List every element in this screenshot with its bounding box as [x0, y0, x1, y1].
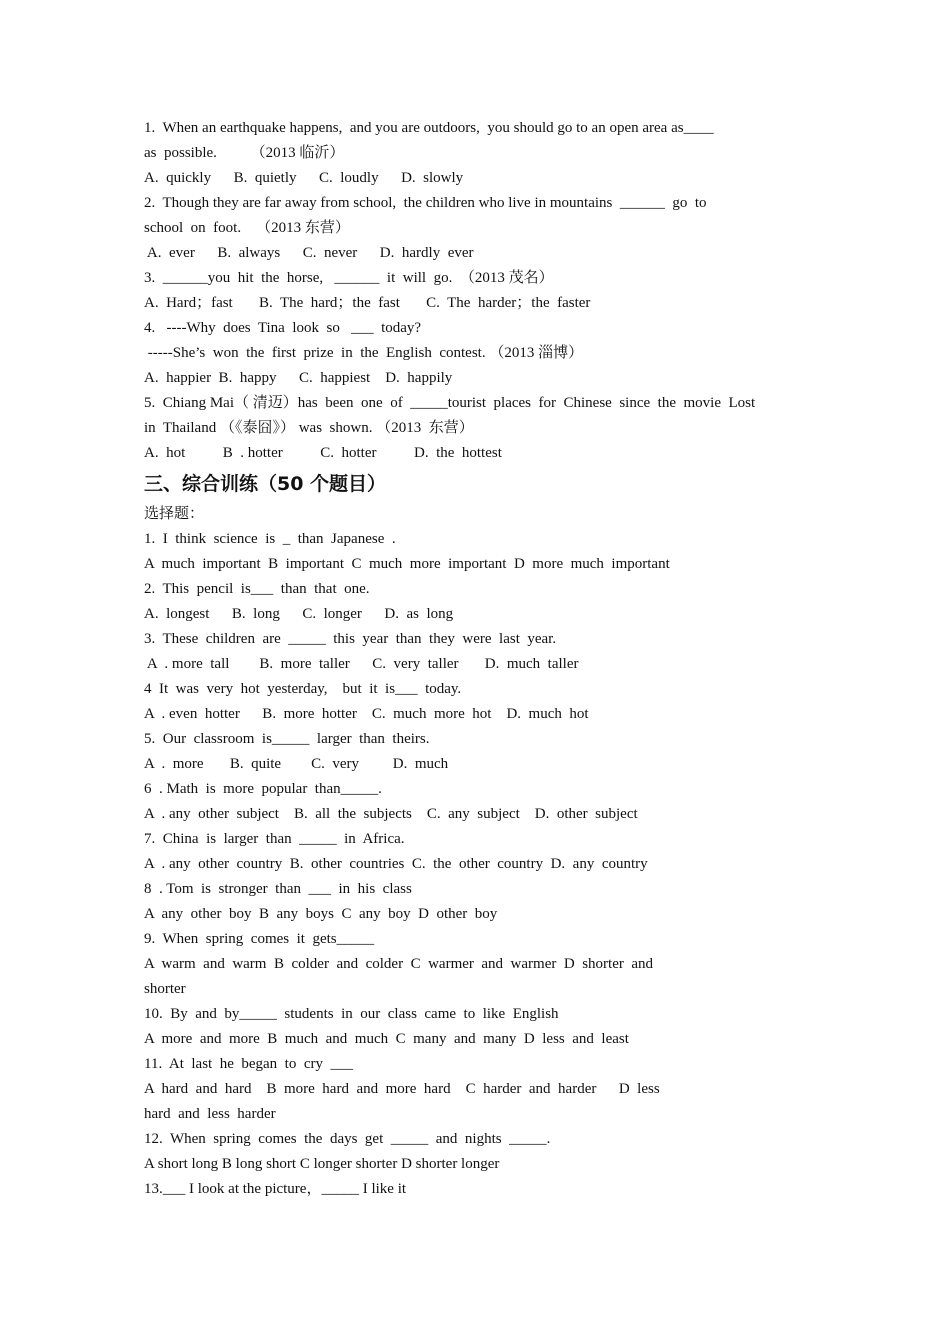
answer-options: A any other boy B any boys C any boy D other boy — [144, 906, 498, 922]
question-line: 4 It was very hot yesterday, but it is___ today. — [144, 681, 462, 697]
subsection-label: 选择题： — [144, 506, 205, 522]
question-line: 8 . Tom is stronger than ___ in his class — [144, 881, 412, 897]
question-line: 10. By and by_____ students in our class came to like English — [144, 1006, 559, 1022]
question-line: 2. Though they are far away from school, the children who live in mountains ______ go to — [144, 195, 707, 211]
question-line: -----She’s won the first prize in the English contest. （2013 淄博） — [144, 345, 584, 361]
answer-options: A warm and warm B colder and colder C warmer and warmer D shorter and — [144, 956, 654, 972]
answer-options: shorter — [144, 981, 186, 997]
question-line: 9. When spring comes it gets_____ — [144, 931, 375, 947]
question-line: school on foot. （2013 东营） — [144, 220, 350, 236]
answer-options: A more and more B much and much C many and many D less and least — [144, 1031, 629, 1047]
question-line: as possible. （2013 临沂） — [144, 145, 345, 161]
answer-options: A. happier B. happy C. happiest D. happily — [144, 370, 453, 386]
question-line: 5. Chiang Mai（ 清迈）has been one of _____tourist places for Chinese since the movie Lost — [144, 395, 756, 411]
answer-options: A. hot B . hotter C. hotter D. the hottest — [144, 445, 502, 461]
answer-options: A. quickly B. quietly C. loudly D. slowly — [144, 170, 464, 186]
question-line: 3. These children are _____ this year than they were last year. — [144, 631, 557, 647]
question-line: 4. ----Why does Tina look so ___ today? — [144, 320, 422, 336]
question-line: 13.___ I look at the picture，_____ I like it — [144, 1181, 407, 1197]
comprehensive-training — [144, 502, 808, 1202]
answer-options: A . even hotter B. more hotter C. much more hot D. much hot — [144, 706, 589, 722]
question-line: 5. Our classroom is_____ larger than theirs. — [144, 731, 430, 747]
section-heading: 三、综合训练（50 个题目） — [144, 473, 387, 495]
document-page — [144, 116, 808, 1202]
question-line: 6 . Math is more popular than_____. — [144, 781, 382, 797]
answer-options: A much important B important C much more important D more much important — [144, 556, 670, 572]
answer-options: A short long B long short C longer shorter D shorter longer — [144, 1156, 500, 1172]
question-line: 1. When an earthquake happens, and you are outdoors, you should go to an open area as____ — [144, 120, 714, 136]
question-line: in Thailand （《泰囧》） was shown. （2013 东营） — [144, 420, 474, 436]
question-line: 1. I think science is _ than Japanese . — [144, 531, 396, 547]
question-line: 11. At last he began to cry ___ — [144, 1056, 353, 1072]
question-line: 7. China is larger than _____ in Africa. — [144, 831, 405, 847]
answer-options: A . any other subject B. all the subjects C. any subject D. other subject — [144, 806, 638, 822]
question-line: 3. ______you hit the horse, ______ it will go. （2013 茂名） — [144, 270, 554, 286]
answer-options: A. Hard；fast B. The hard；the fast C. The harder；the faster — [144, 295, 591, 311]
answer-options: A . more tall B. more taller C. very taller D. much taller — [144, 656, 579, 672]
question-line: 2. This pencil is___ than that one. — [144, 581, 370, 597]
answer-options: A. longest B. long C. longer D. as long — [144, 606, 454, 622]
answer-options: hard and less harder — [144, 1106, 276, 1122]
practice-questions — [144, 116, 808, 466]
answer-options: A . any other country B. other countries C. the other country D. any country — [144, 856, 648, 872]
question-line: 12. When spring comes the days get _____ and nights _____. — [144, 1131, 551, 1147]
answer-options: A . more B. quite C. very D. much — [144, 756, 449, 772]
answer-options: A hard and hard B more hard and more hard C harder and harder D less — [144, 1081, 660, 1097]
answer-options: A. ever B. always C. never D. hardly ever — [144, 245, 474, 261]
